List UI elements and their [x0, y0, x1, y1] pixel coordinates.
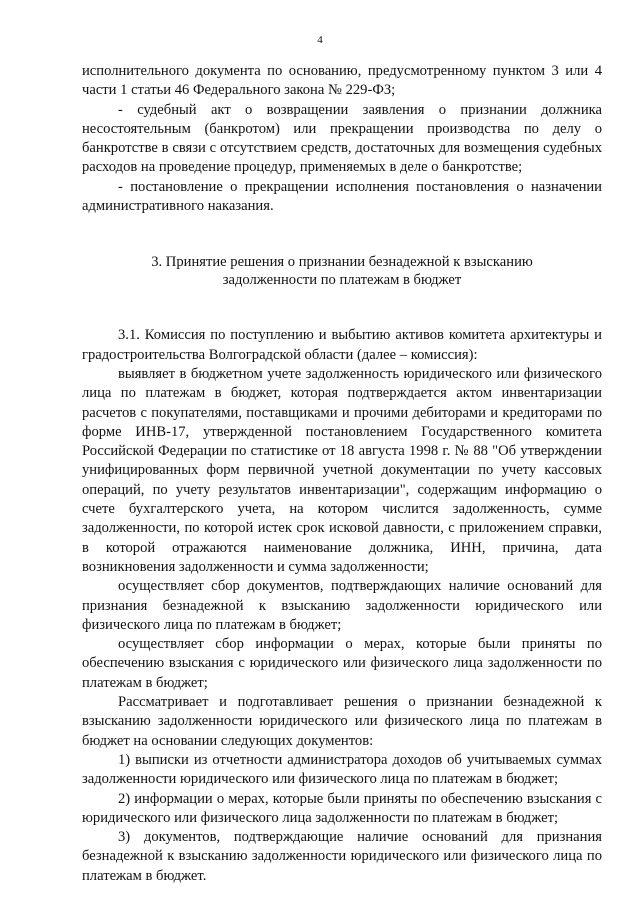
document-body	[82, 62, 602, 886]
section-heading-line-1: 3. Принятие решения о признании безнадежной к взысканию	[151, 254, 533, 271]
paragraph-commission: 3.1. Комиссия по поступлению и выбытию активов комитета архитектуры и градостроительства Волгоградской области (далее – комиссия):	[82, 327, 602, 363]
page-number: 4	[317, 34, 323, 46]
paragraph-continuation: исполнительного документа по основанию, предусмотренному пунктом 3 или 4 части 1 статьи 46 Федерального закона № 229-ФЗ;	[82, 63, 602, 99]
paragraph-identifies: выявляет в бюджетном учете задолженность юридического или физического лица по платежам в бюджет, которая подтверждается актом инвентаризации расчетов с покупателями, поставщиками и прочими дебиторами и кредиторами по форме ИНВ-17, утвержденной постановлением Государственного комитета Российской Федерации по статистике от 18 августа 1998 г. № 88 "Об утверждении унифицированных форм первичной учетной документации по учету кассовых операций, по учету результатов инвентаризации", содержащим информацию о счете бухгалтерского учета, на котором числится задолженность, сумме задолженности, по которой истек срок исковой давности, с приложением справки, в которой отражаются наименование должника, ИНН, причина, дата возникновения задолженности и сумма задолженности;	[82, 365, 602, 575]
section-heading	[82, 253, 602, 289]
list-item-resolution: - постановление о прекращении исполнения постановления о назначении административного наказания.	[82, 178, 602, 215]
list-item-1: 1) выписки из отчетности администратора доходов об учитываемых суммах задолженности юридического или физического лица по платежам в бюджет;	[82, 751, 602, 788]
list-item-3: 3) документов, подтверждающие наличие оснований для признания безнадежной к взысканию задолженности юридического или физического лица по платежам в бюджет.	[82, 829, 602, 884]
paragraph-collects-information: осуществляет сбор информации о мерах, которые были приняты по обеспечению взыскания с юридического или физического лица задолженности по платежам в бюджет;	[82, 636, 602, 691]
section-heading-line-2: задолженности по платежам в бюджет	[222, 272, 462, 289]
list-item-2: 2) информации о мерах, которые были приняты по обеспечению взыскания с юридического или физического лица задолженности по платежам в бюджет;	[82, 790, 602, 826]
list-item-court-act: - судебный акт о возвращении заявления о признании должника несостоятельным (банкротом) или прекращении производства по делу о банкротстве в связи с отсутствием средств, достаточных для возмещения судебных расходов на проведение процедур, применяемых в деле о банкротстве;	[82, 101, 602, 176]
paragraph-reviews: Рассматривает и подготавливает решения о признании безнадежной к взысканию задолженности юридического или физического лица по платежам в бюджет на основании следующих документов:	[82, 694, 602, 749]
paragraph-collects-documents: осуществляет сбор документов, подтверждающих наличие оснований для признания безнадежной к взысканию задолженности юридического или физического лица по платежам в бюджет;	[82, 578, 602, 633]
